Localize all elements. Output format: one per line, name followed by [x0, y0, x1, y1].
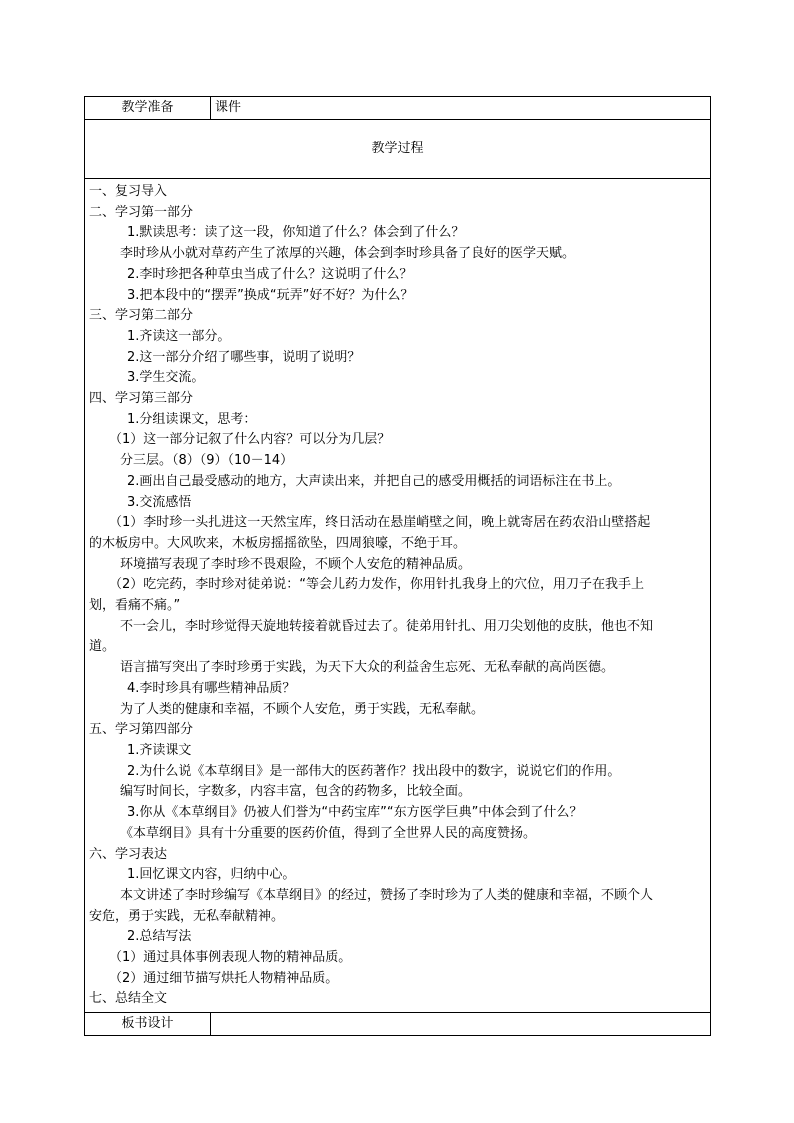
content-line: 五、学习第四部分 — [89, 722, 194, 738]
content-line: 划，看痛不痛。” — [89, 598, 181, 614]
content-line: 2.为什么说《本草纲目》是一部伟大的医药著作？找出段中的数字，说说它们的作用。 — [127, 763, 621, 779]
content-line: 1.齐读这一部分。 — [127, 328, 231, 344]
content-line: （1）这一部分记叙了什么内容？可以分为几层？ — [109, 432, 391, 448]
content-line: 七、总结全文 — [89, 991, 168, 1007]
board-label: 板书设计 — [85, 1013, 211, 1036]
content-line: 四、学习第三部分 — [89, 391, 194, 407]
lesson-plan-page — [84, 96, 711, 1036]
content-line: （2）吃完药，李时珍对徒弟说：“等会儿药力发作，你用针扎我身上的穴位，用刀子在我手上 — [109, 577, 645, 593]
lesson-plan-table — [84, 96, 711, 1036]
process-title: 教学过程 — [85, 120, 711, 179]
content-line: 一、复习导入 — [89, 184, 168, 199]
content-line: 本文讲述了李时珍编写《本草纲目》的经过，赞扬了李时珍为了人类的健康和幸福，不顾个人 — [120, 887, 654, 903]
content-line: 2.这一部分介绍了哪些事，说明了说明？ — [127, 349, 361, 365]
content-line: 2.李时珍把各种草虫当成了什么？这说明了什么？ — [127, 266, 413, 282]
content-line: 李时珍从小就对草药产生了浓厚的兴趣，体会到李时珍具备了良好的医学天赋。 — [120, 246, 576, 262]
content-line: 的木板房中。大风吹来，木板房摇摇欲坠，四周狼嚎，不绝于耳。 — [89, 535, 467, 551]
content-line: 不一会儿，李时珍觉得天旋地转接着就昏过去了。徒弟用针扎、用刀尖划他的皮肤，他也不知 — [120, 618, 654, 634]
content-line: 3.你从《本草纲目》仍被人们誉为“中药宝库”“东方医学巨典”中体会到了什么？ — [127, 805, 583, 821]
board-value — [211, 1013, 711, 1036]
content-line: （1）李时珍一头扎进这一天然宝库，终日活动在悬崖峭壁之间，晚上就寄居在药农沿山壁搭起 — [109, 515, 651, 531]
content-line: 1.分组读课文，思考： — [127, 411, 257, 427]
content-line: 3.交流感悟 — [127, 494, 192, 510]
content-line: 4.李时珍具有哪些精神品质？ — [127, 680, 296, 696]
process-content-row — [85, 179, 711, 1013]
content-line: 1.回忆课文内容，归纳中心。 — [127, 867, 296, 883]
content-line: 安危，勇于实践，无私奉献精神。 — [89, 908, 285, 924]
content-line: 为了人类的健康和幸福，不顾个人安危，勇于实践，无私奉献。 — [120, 701, 485, 717]
content-line: 语言描写突出了李时珍勇于实践，为天下大众的利益舍生忘死、无私奉献的高尚医德。 — [120, 660, 615, 676]
content-line: 3.学生交流。 — [127, 370, 205, 386]
prep-value: 课件 — [211, 97, 711, 120]
content-line: 分三层。（8）（9）（10－14） — [120, 453, 294, 469]
process-title-row — [85, 120, 711, 179]
content-line: 编写时间长，字数多，内容丰富，包含的药物多，比较全面。 — [120, 784, 472, 800]
board-row — [85, 1013, 711, 1036]
content-line: （2）通过细节描写烘托人物精神品质。 — [109, 970, 339, 986]
content-line: （1）通过具体事例表现人物的精神品质。 — [109, 950, 352, 966]
content-line: 2.画出自己最受感动的地方，大声读出来，并把自己的感受用概括的词语标注在书上。 — [127, 473, 621, 489]
content-line: 《本草纲目》具有十分重要的医药价值，得到了全世界人民的高度赞扬。 — [120, 825, 537, 841]
content-line: 三、学习第二部分 — [89, 308, 194, 324]
process-content — [85, 179, 711, 1013]
prep-row — [85, 97, 711, 120]
content-line: 3.把本段中的“摆弄”换成“玩弄”好不好？为什么？ — [127, 287, 414, 303]
content-line: 六、学习表达 — [89, 846, 168, 862]
content-line: 1.默读思考：读了这一段，你知道了什么？体会到了什么？ — [127, 225, 465, 241]
content-line: 二、学习第一部分 — [89, 204, 194, 220]
content-line: 环境描写表现了李时珍不畏艰险，不顾个人安危的精神品质。 — [120, 556, 472, 572]
content-line: 2.总结写法 — [127, 929, 192, 945]
content-line: 道。 — [89, 639, 116, 655]
prep-label: 教学准备 — [85, 97, 211, 120]
content-line: 1.齐读课文 — [127, 742, 192, 758]
